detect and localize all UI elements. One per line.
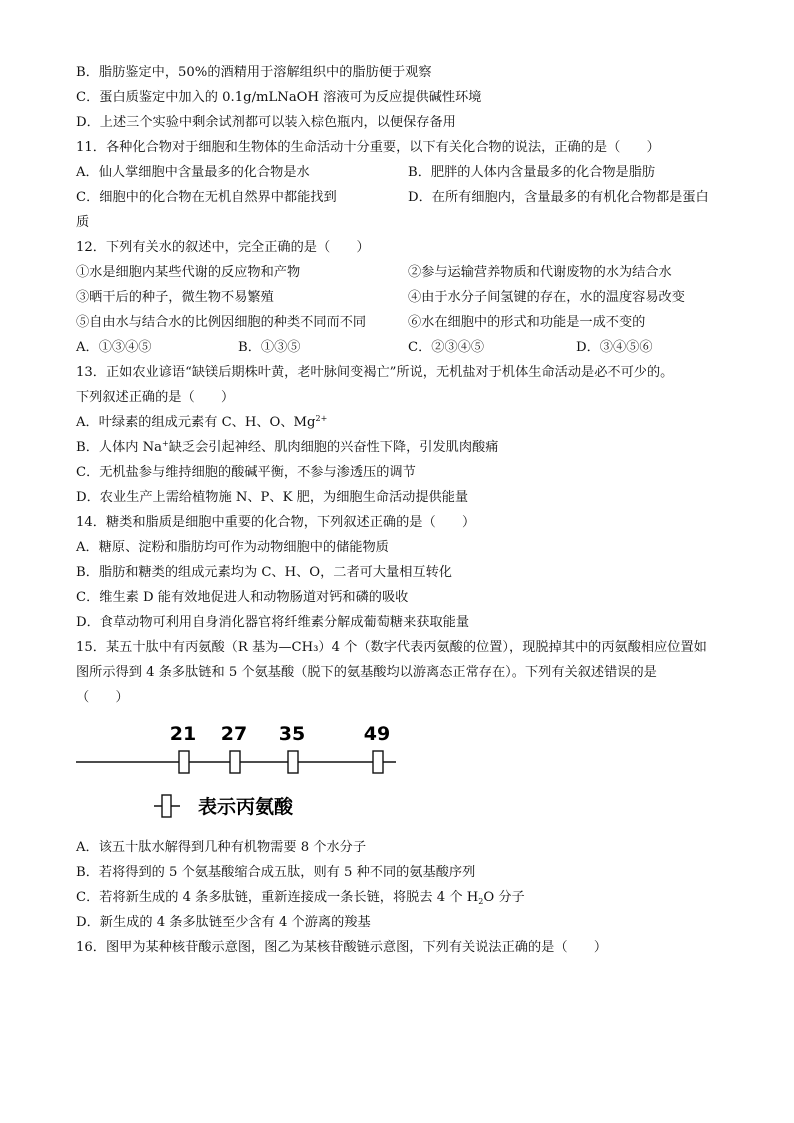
q14-option-b: B．脂肪和糖类的组成元素均为 C、H、O，二者可大量相互转化 [76, 565, 452, 580]
q13-stem-continued: 下列叙述正确的是（ ） [76, 390, 235, 405]
alanine-marker [373, 751, 383, 773]
q13-option-d: D．农业生产上需给植物施 N、P、K 肥，为细胞生命活动提供能量 [76, 490, 469, 505]
q13-option-a-charge: 2+ [315, 414, 328, 423]
q12-option-b: B．①③⑤ [238, 340, 301, 355]
q12-statement-6: ⑥水在细胞中的形式和功能是一成不变的 [408, 315, 646, 330]
q11-option-a: A．仙人掌细胞中含量最多的化合物是水 [76, 165, 310, 180]
q12-stem: 12．下列有关水的叙述中，完全正确的是（ ） [76, 240, 370, 255]
q14-option-d: D．食草动物可利用自身消化器官将纤维素分解成葡萄糖来获取能量 [76, 615, 470, 630]
q12-statement-4: ④由于水分子间氢键的存在，水的温度容易改变 [408, 290, 685, 305]
q12-statement-3: ③晒干后的种子，微生物不易繁殖 [76, 290, 274, 305]
alanine-position-label: 35 [278, 723, 306, 745]
q15-option-a: A．该五十肽水解得到几种有机物需要 8 个水分子 [76, 840, 367, 855]
q15-option-b: B．若将得到的 5 个氨基酸缩合成五肽，则有 5 种不同的氨基酸序列 [76, 865, 476, 880]
q13-option-b-text-rest: 缺乏会引起神经、肌肉细胞的兴奋性下降，引发肌肉酸痛 [168, 440, 499, 455]
q15-option-c [76, 890, 525, 906]
peptide-chain-diagram [70, 714, 410, 824]
q11-option-d: D．在所有细胞内，含量最多的有机化合物都是蛋白 [408, 190, 709, 205]
q15-stem: 15．某五十肽中有丙氨酸（R 基为—CH₃）4 个（数字代表丙氨酸的位置），现脱掉其中的丙氨酸相应位置如 [76, 640, 707, 655]
q11-stem: 11．各种化合物对于细胞和生物体的生命活动十分重要，以下有关化合物的说法，正确的是（ ） [76, 140, 660, 155]
q12-statement-1: ①水是细胞内某些代谢的反应物和产物 [76, 265, 301, 280]
alanine-marker [288, 751, 298, 773]
q11-option-b: B．肥胖的人体内含量最多的化合物是脂肪 [408, 165, 656, 180]
q16-stem: 16．图甲为某种核苷酸示意图，图乙为某核苷酸链示意图，下列有关说法正确的是（ ） [76, 940, 608, 955]
legend-label: 表示丙氨酸 [198, 796, 294, 818]
q13-stem: 13．正如农业谚语“缺镁后期株叶黄，老叶脉间变褐亡”所说，无机盐对于机体生命活动是必不可少的。 [76, 365, 674, 380]
q13-option-c: C．无机盐参与维持细胞的酸碱平衡，不参与渗透压的调节 [76, 465, 416, 480]
q12-statement-2: ②参与运输营养物质和代谢废物的水为结合水 [408, 265, 672, 280]
q12-option-a: A．①③④⑤ [76, 340, 152, 355]
q14-stem: 14．糖类和脂质是细胞中重要的化合物，下列叙述正确的是（ ） [76, 515, 476, 530]
q15-option-c-text-rest: O 分子 [483, 890, 525, 905]
q12-statement-5: ⑤自由水与结合水的比例因细胞的种类不同而不同 [76, 315, 367, 330]
q10-option-b: B．脂肪鉴定中，50%的酒精用于溶解组织中的脂肪便于观察 [76, 65, 432, 80]
q13-option-b-text: B．人体内 Na [76, 440, 163, 455]
q12-option-d: D．③④⑤⑥ [576, 340, 653, 355]
alanine-position-label: 21 [169, 723, 197, 745]
q11-option-d-continued: 质 [76, 215, 90, 230]
q15-option-c-subscript: 2 [478, 897, 484, 906]
q13-option-a-text: A．叶绿素的组成元素有 C、H、O、Mg [76, 415, 316, 430]
q13-option-b [76, 440, 498, 456]
q13-option-a [76, 415, 327, 431]
alanine-marker [179, 751, 189, 773]
q11-option-c: C．细胞中的化合物在无机自然界中都能找到 [76, 190, 337, 205]
q15-stem-continued: 图所示得到 4 条多肽链和 5 个氨基酸（脱下的氨基酸均以游离态正常存在）。下列有关叙述错误的是 [76, 665, 657, 680]
alanine-position-label: 49 [363, 723, 391, 745]
q14-option-a: A．糖原、淀粉和脂肪均可作为动物细胞中的储能物质 [76, 540, 389, 555]
alanine-marker [230, 751, 240, 773]
q10-option-c: C．蛋白质鉴定中加入的 0.1g/mLNaOH 溶液可为反应提供碱性环境 [76, 90, 482, 105]
q13-option-b-charge: + [162, 439, 169, 448]
q12-option-c: C．②③④⑤ [408, 340, 485, 355]
legend-alanine-marker [162, 795, 171, 817]
q10-option-d: D．上述三个实验中剩余试剂都可以装入棕色瓶内，以便保存备用 [76, 115, 456, 130]
q15-option-c-text: C．若将新生成的 4 条多肽链，重新连接成一条长链，将脱去 4 个 H [76, 890, 479, 905]
q15-stem-bracket: （ ） [76, 690, 129, 705]
alanine-position-label: 27 [220, 723, 248, 745]
q14-option-c: C．维生素 D 能有效地促进人和动物肠道对钙和磷的吸收 [76, 590, 409, 605]
q15-option-d: D．新生成的 4 条多肽链至少含有 4 个游离的羧基 [76, 915, 371, 930]
